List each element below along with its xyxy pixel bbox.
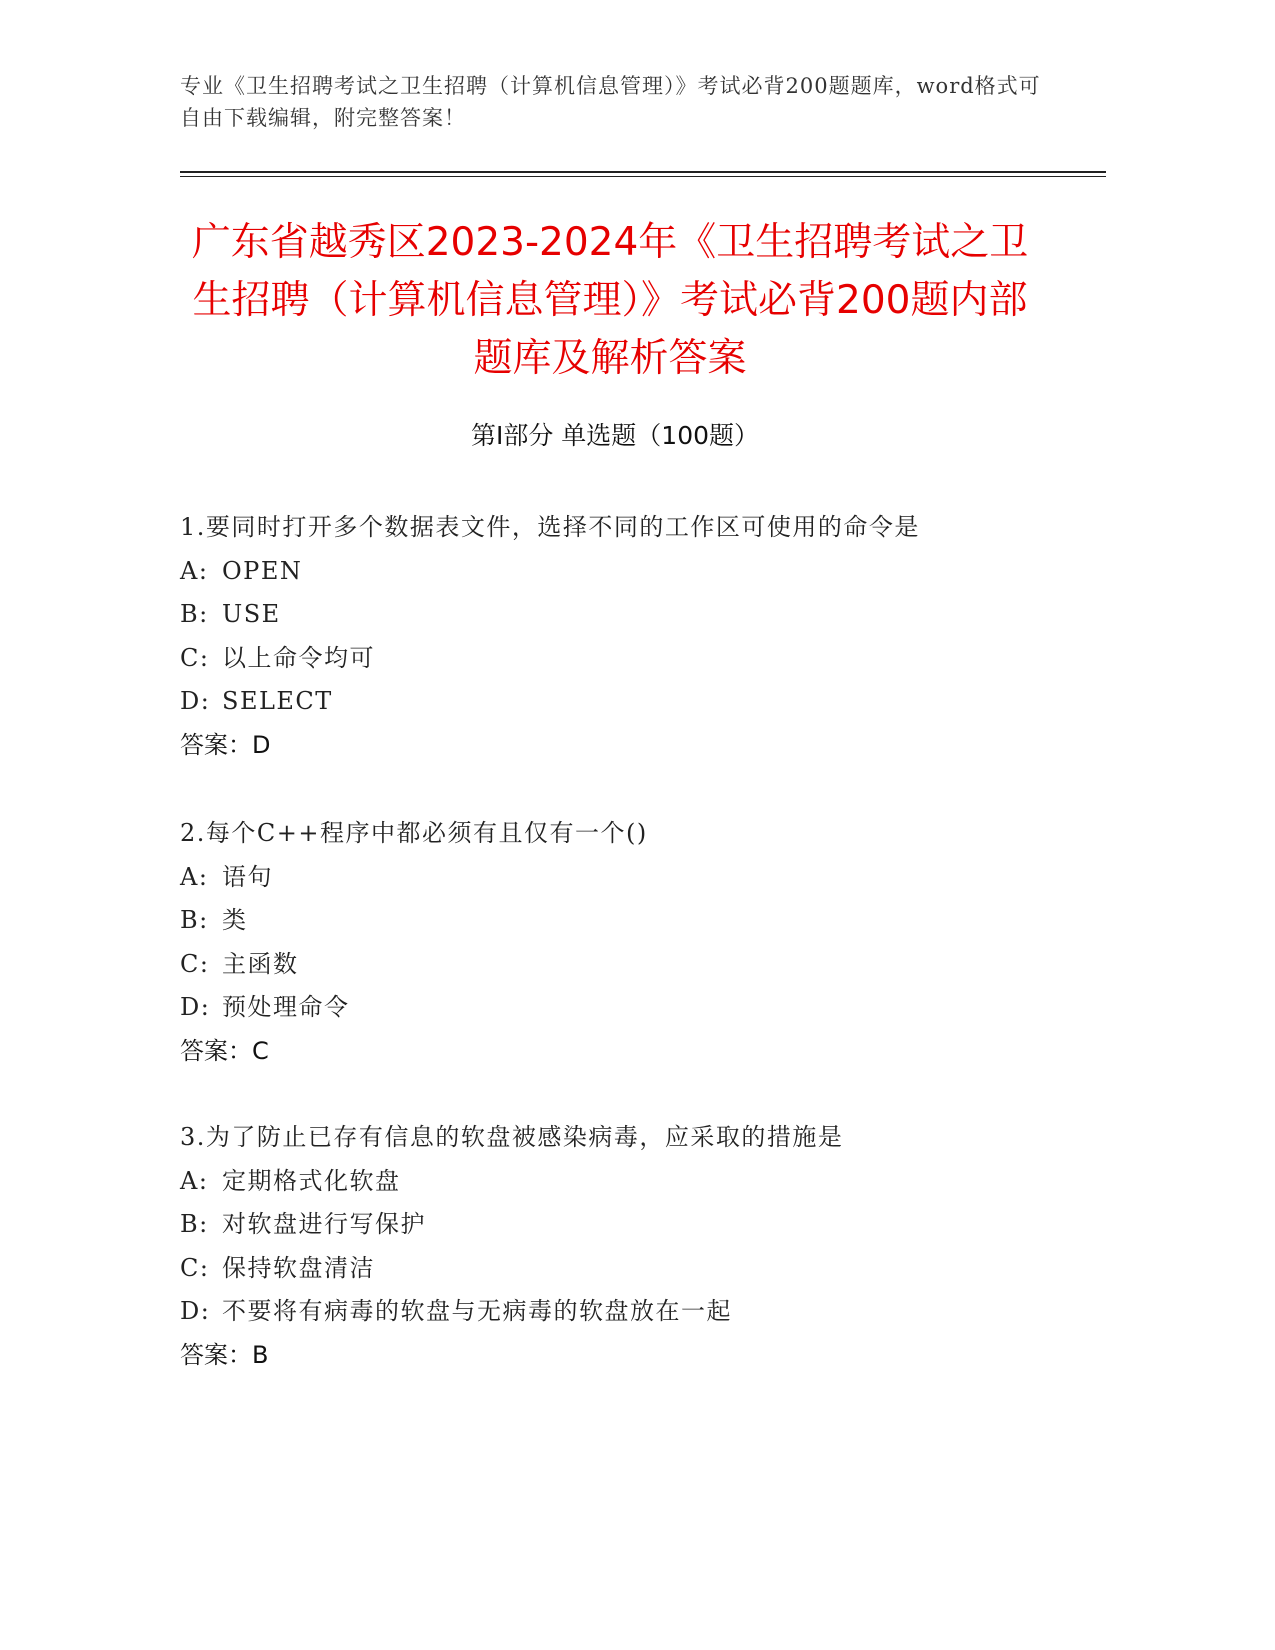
option-text: SELECT (222, 687, 333, 715)
option-a (180, 550, 1080, 594)
section-title: 第Ⅰ部分 单选题（100题） (470, 421, 760, 450)
option-text: 类 (222, 906, 248, 934)
question-1 (180, 506, 1080, 767)
document-title: 广东省越秀区2023-2024年《卫生招聘考试之卫生招聘（计算机信息管理）》考试必背200题内部题库及解析答案 (191, 220, 1029, 381)
answer-line: 答案：C (180, 1036, 269, 1065)
option-text: 对软盘进行写保护 (222, 1210, 426, 1238)
question-3 (180, 1116, 1080, 1377)
option-text: 保持软盘清洁 (222, 1253, 375, 1282)
option-c (180, 943, 1080, 987)
question-stem: 1.要同时打开多个数据表文件，选择不同的工作区可使用的命令是 (180, 513, 920, 541)
option-letter: C: (180, 1253, 210, 1282)
option-letter: D: (180, 1297, 211, 1325)
option-text: 语句 (222, 862, 273, 891)
option-c (180, 1247, 1080, 1291)
option-letter: B: (180, 906, 209, 934)
option-text: 主函数 (222, 949, 299, 978)
option-letter: A: (180, 1166, 209, 1195)
option-text: 以上命令均可 (222, 643, 375, 672)
option-text: 预处理命令 (222, 993, 350, 1021)
option-b (180, 593, 1080, 637)
option-a (180, 1160, 1080, 1204)
option-letter: A: (180, 556, 209, 585)
question-2 (180, 812, 1080, 1073)
question-stem: 2.每个C++程序中都必须有且仅有一个() (180, 819, 648, 847)
header-note: 专业《卫生招聘考试之卫生招聘（计算机信息管理）》考试必背200题题库，word格式可自由下载编辑，附完整答案！ (180, 74, 1041, 130)
option-letter: C: (180, 949, 210, 978)
option-c (180, 637, 1080, 681)
option-b (180, 1203, 1080, 1247)
question-stem: 3.为了防止已存有信息的软盘被感染病毒，应采取的措施是 (180, 1123, 844, 1151)
option-a (180, 856, 1080, 900)
option-text: 定期格式化软盘 (222, 1166, 401, 1195)
answer-line: 答案：D (180, 730, 271, 759)
option-text: 不要将有病毒的软盘与无病毒的软盘放在一起 (222, 1297, 732, 1325)
answer-line: 答案：B (180, 1340, 269, 1369)
option-b (180, 899, 1080, 943)
option-text: OPEN (222, 556, 303, 585)
option-letter: B: (180, 1210, 209, 1238)
option-letter: D: (180, 687, 211, 715)
option-letter: D: (180, 993, 211, 1021)
header-rule-thin (180, 176, 1106, 177)
option-d (180, 680, 1080, 724)
option-d (180, 1290, 1080, 1334)
option-letter: A: (180, 862, 209, 891)
option-letter: B: (180, 600, 209, 628)
option-letter: C: (180, 643, 210, 672)
header-rule-thick (180, 171, 1106, 173)
option-text: USE (222, 600, 281, 628)
option-d (180, 986, 1080, 1030)
